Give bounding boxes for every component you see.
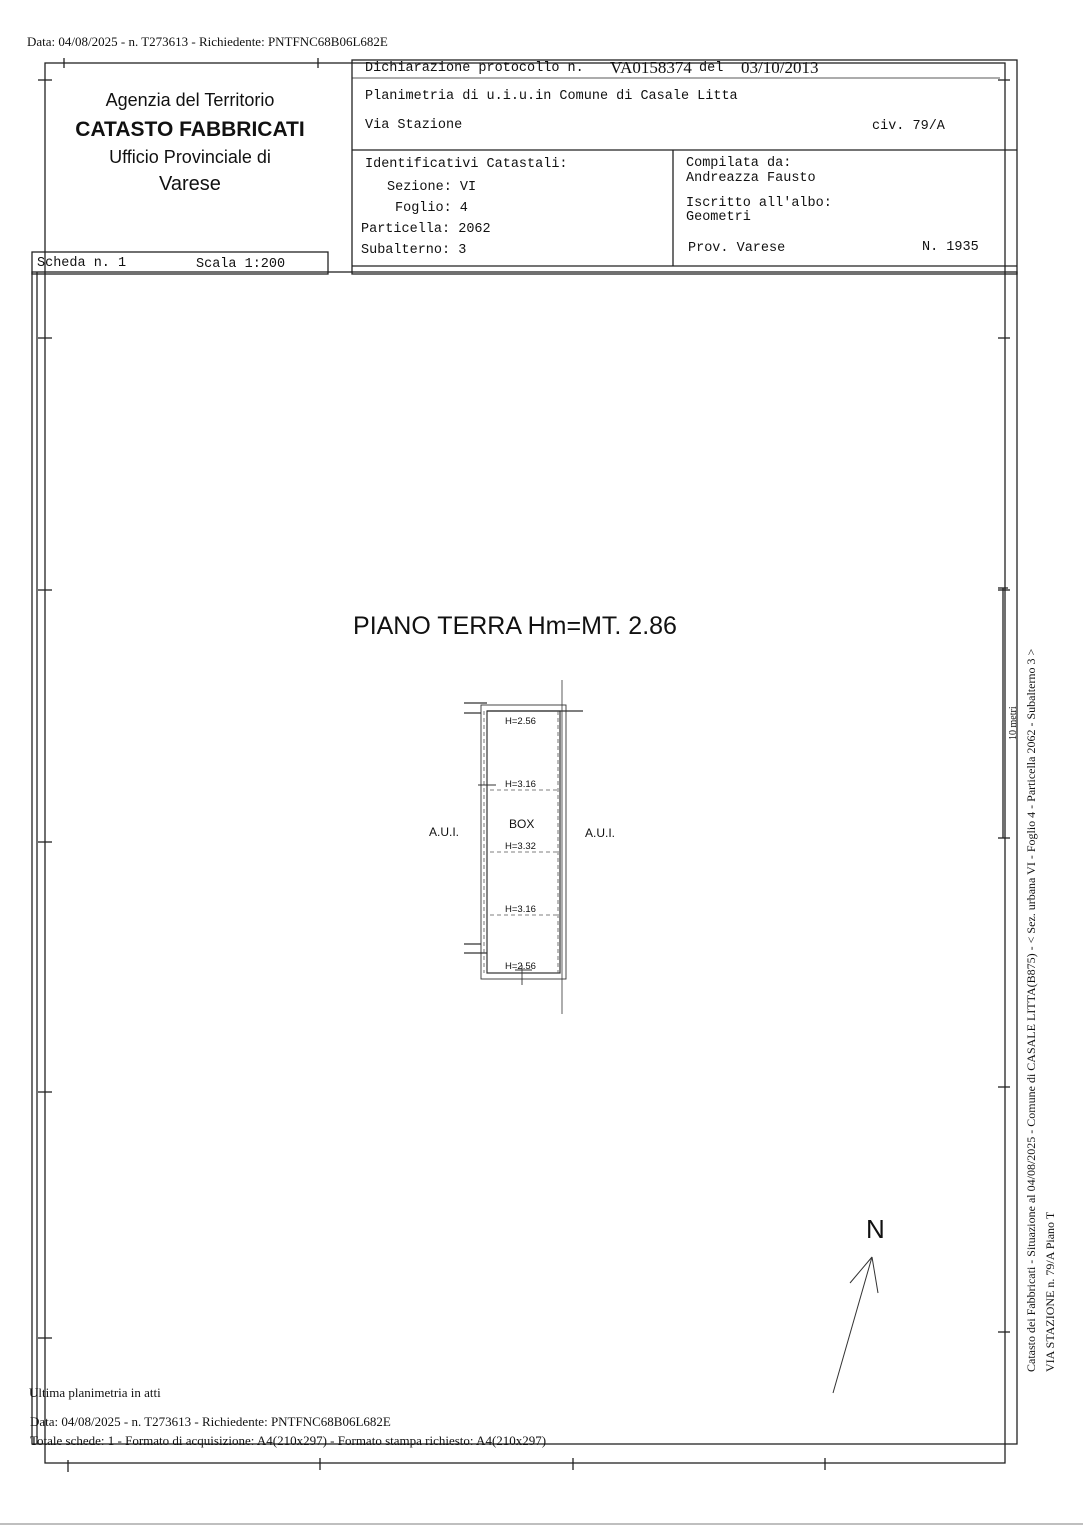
compiler-province: Prov. Varese	[688, 241, 786, 256]
compiler-label: Compilata da:	[686, 156, 792, 171]
identifier-particella: Particella: 2062	[361, 222, 491, 237]
last-plan-note: Ultima planimetria in atti	[29, 1385, 161, 1400]
albo-label: Iscritto all'albo:	[686, 196, 832, 211]
room-label-box: BOX	[509, 817, 535, 831]
agency-office: Ufficio Provinciale di	[109, 147, 271, 167]
side-situation-text: Catasto dei Fabbricati - Situazione al 04/08/2025 - Comune di CASALE LITTA(B875) - < Sez. urbana VI - Foglio 4 - Particella 2062 - Subalterno 3 >	[1024, 648, 1038, 1372]
side-address-text: VIA STAZIONE n. 79/A Piano T	[1043, 1211, 1057, 1372]
compiler-name: Andreazza Fausto	[686, 171, 816, 186]
agency-name: Agenzia del Territorio	[105, 90, 275, 110]
height-label: H=3.32	[505, 841, 536, 852]
agency-province: Varese	[159, 173, 221, 195]
compiler-number: N. 1935	[922, 240, 979, 255]
albo-value: Geometri	[686, 210, 751, 225]
north-label: N	[866, 1214, 885, 1244]
identifiers-title: Identificativi Catastali:	[365, 157, 568, 172]
height-label: H=2.56	[505, 961, 536, 972]
agency-department: CATASTO FABBRICATI	[75, 118, 305, 141]
protocol-date: 03/10/2013	[741, 58, 819, 77]
protocol-del: del	[699, 61, 724, 76]
scale-bar-label: 10 metri	[1008, 706, 1019, 740]
height-label: H=2.56	[505, 716, 536, 727]
height-label: H=3.16	[505, 904, 536, 915]
identifier-foglio: Foglio: 4	[395, 201, 468, 216]
planimetria-title: Planimetria di u.i.u.in Comune di Casale Litta	[365, 89, 738, 104]
footer-request-note: Data: 04/08/2025 - n. T273613 - Richiedente: PNTFNC68B06L682E	[30, 1414, 391, 1429]
scheda-number: Scheda n. 1	[37, 256, 127, 271]
scheda-scale: Scala 1:200	[196, 257, 286, 272]
height-label: H=3.16	[505, 779, 536, 790]
adjacent-unit-left: A.U.I.	[429, 825, 460, 839]
identifier-sezione: Sezione: VI	[387, 180, 477, 195]
floor-title: PIANO TERRA Hm=MT. 2.86	[353, 612, 677, 640]
footer-format-note: Totale schede: 1 - Formato di acquisizione: A4(210x297) - Formato stampa richiesto: A4(210x297)	[30, 1433, 547, 1448]
identifier-subalterno: Subalterno: 3	[361, 243, 467, 258]
request-header-note: Data: 04/08/2025 - n. T273613 - Richiedente: PNTFNC68B06L682E	[27, 34, 388, 49]
civic-number: civ. 79/A	[872, 119, 945, 134]
protocol-number: VA0158374	[610, 58, 692, 77]
adjacent-unit-right: A.U.I.	[585, 826, 616, 840]
protocol-label: Dichiarazione protocollo n.	[365, 61, 584, 76]
street-name: Via Stazione	[365, 118, 463, 133]
